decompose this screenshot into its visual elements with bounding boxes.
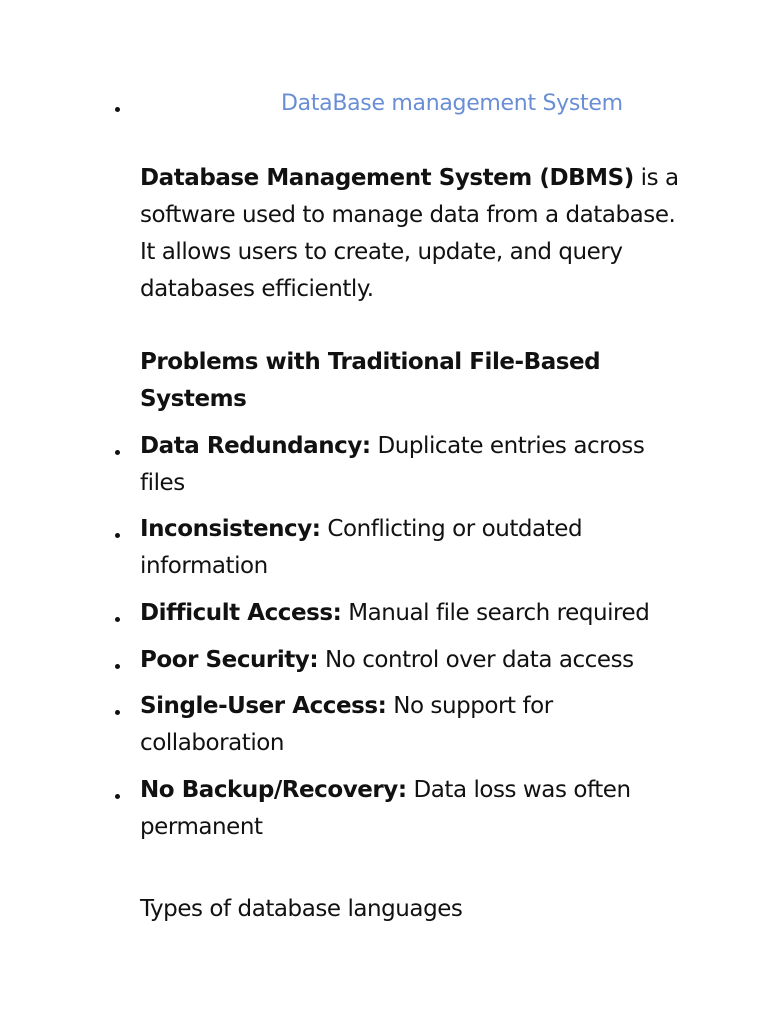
problem-text: Duplicate entries across files [140,433,645,496]
definition-line-2: It allows users to create, update, and query databases efficiently. [140,239,623,302]
problem-label: Poor Security: [140,647,319,673]
problem-bullet [115,450,120,455]
problem-item-inconsistency [140,511,685,585]
problem-bullet [115,533,120,538]
problem-bullet [115,617,120,622]
problem-label: Data Redundancy: [140,433,371,459]
problem-label: Difficult Access: [140,600,342,626]
document-heading: DataBase management System [281,91,623,116]
problem-item-data-redundancy [140,428,685,502]
problem-text: Conflicting or outdated information [140,516,583,579]
problem-label: Inconsistency: [140,516,321,542]
problem-bullet [115,664,120,669]
problem-text: Manual file search required [341,600,650,626]
problem-text: Data loss was often permanent [140,777,631,840]
heading-bullet [115,107,120,112]
dbms-term: Database Management System (DBMS) [140,165,634,191]
problem-text: No control over data access [318,647,634,673]
dbms-definition [140,160,685,308]
database-languages-heading: Types of database languages [140,896,463,922]
problem-item-difficult-access [140,595,685,632]
problem-text: No support for collaboration [140,693,553,756]
problem-item-no-backup-recovery [140,772,685,846]
problem-item-poor-security [140,642,685,679]
definition-paragraph [140,160,685,234]
problem-bullet [115,710,120,715]
problem-bullet [115,794,120,799]
definition-text: is a software used to manage data from a database. [140,165,679,228]
problem-label: Single-User Access: [140,693,387,719]
problems-heading: Problems with Traditional File-Based Systems [140,349,601,412]
problem-label: No Backup/Recovery: [140,777,407,803]
problem-item-single-user-access [140,688,685,762]
